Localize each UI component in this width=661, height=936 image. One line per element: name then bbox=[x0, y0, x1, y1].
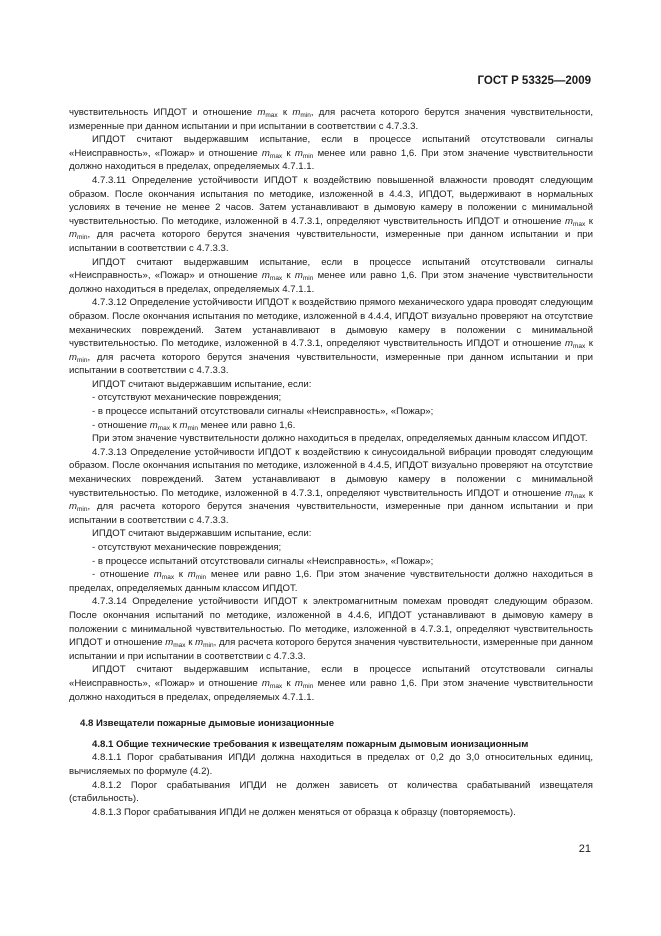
math-subscript: max bbox=[573, 492, 586, 500]
page-number: 21 bbox=[578, 843, 591, 855]
text-run: к bbox=[185, 637, 196, 649]
text-run: к bbox=[169, 419, 180, 431]
text-run: - отношение bbox=[92, 569, 154, 581]
text-run: 4.8.1 Общие технические требования к извещателям пожарным дымовым ионизационным bbox=[92, 738, 529, 750]
math-subscript: min bbox=[195, 574, 207, 582]
text-run: При этом значение чувствительности должно находиться в пределах, определяемых данным классом ИПДОТ. bbox=[92, 433, 588, 445]
text-run: менее или равно 1,6. При этом значение чувствительности должно находиться в пределах, определяемых данным классом ИПДОТ. bbox=[69, 569, 594, 594]
math-subscript: min bbox=[302, 152, 314, 160]
math-variable: m bbox=[261, 677, 270, 689]
text-run: ИПДОТ считают выдержавшим испытание, если в процессе испытаний отсутствовали сигналы «Неисправность», «Пожар» и отношение bbox=[69, 256, 593, 282]
paragraph bbox=[69, 405, 593, 419]
text-run: 4.8.1.1 Порог срабатывания ИПДИ должна находиться в пределах от 0,2 до 3,0 относительных единиц, вычисляемых по формуле (4.2). bbox=[69, 752, 593, 777]
text-run: к bbox=[282, 677, 295, 689]
math-subscript: min bbox=[77, 234, 88, 242]
paragraph bbox=[69, 568, 593, 595]
paragraph bbox=[69, 541, 593, 555]
paragraph bbox=[69, 174, 593, 256]
text-run: менее или равно 1,6. bbox=[198, 419, 296, 431]
math-variable: m bbox=[294, 147, 303, 159]
math-variable: m bbox=[261, 147, 270, 159]
math-subscript: min bbox=[77, 356, 88, 364]
math-subscript: max bbox=[173, 642, 186, 650]
document-body bbox=[69, 106, 593, 819]
text-run: менее или равно 1,6. При этом значение чувствительности должно находиться в пределах, определяемых 4.7.1.1. bbox=[69, 147, 593, 173]
paragraph bbox=[69, 663, 593, 704]
math-variable: m bbox=[565, 338, 573, 350]
math-subscript: max bbox=[157, 424, 170, 432]
paragraph bbox=[69, 806, 593, 820]
text-run: 4.7.3.13 Определение устойчивости ИПДОТ к воздействию к синусоидальной вибрации проводят следующим образом. После окончания испытания по методике, изложенной в 4.4.5, ИПДОТ визуально проверяют на отсутствие механических повреждений. Затем устанавливают в дымовую камеру в положении с минимальной чувствительностью. По методике, изложенной в 4.7.3.1, определяют чувствительность ИПДОТ и отношение bbox=[69, 446, 593, 499]
paragraph bbox=[69, 446, 593, 528]
math-subscript: max bbox=[265, 112, 278, 119]
text-run: к bbox=[282, 270, 295, 282]
text-run: к bbox=[585, 338, 593, 350]
paragraph bbox=[69, 555, 593, 569]
paragraph bbox=[69, 391, 593, 405]
math-variable: m bbox=[165, 637, 174, 649]
text-run: 4.8 Извещатели пожарные дымовые ионизационные bbox=[80, 718, 335, 730]
math-variable: m bbox=[292, 107, 301, 118]
math-variable: m bbox=[153, 569, 162, 581]
math-subscript: max bbox=[269, 275, 283, 283]
paragraph bbox=[69, 419, 593, 433]
paragraph bbox=[69, 779, 593, 806]
text-run: - отношение bbox=[92, 419, 150, 431]
math-subscript: max bbox=[573, 220, 586, 228]
text-run: 4.8.1.3 Порог срабатывания ИПДИ не должен меняться от образца к образцу (повторяемость). bbox=[92, 806, 516, 818]
math-variable: m bbox=[294, 270, 303, 282]
math-subscript: min bbox=[187, 424, 198, 432]
text-run: ИПДОТ считают выдержавшим испытание, если в процессе испытаний отсутствовали сигналы «Неисправность», «Пожар» и отношение bbox=[69, 134, 593, 159]
paragraph bbox=[69, 296, 593, 378]
text-run: , для расчета которого берутся значения чувствительности, измеренные при данном испытании и при испытании в соответствии с 4.7.3.3. bbox=[69, 107, 593, 132]
text-run: ИПДОТ считают выдержавшим испытание, если: bbox=[92, 528, 312, 540]
text-run: 4.7.3.11 Определение устойчивости ИПДОТ к воздействию повышенной влажности проводят следующим образом. После окончания испытания по методике, изложенной в 4.4.3, ИПДОТ, выдерживают в нормальных условиях в течение не менее 2 часов. Затем устанавливают в дымовую камеру в положении с минимальной чувствительностью. По методике, изложенной в 4.7.3.1, определяют чувствительность ИПДОТ и отношение bbox=[69, 174, 593, 227]
math-variable: m bbox=[565, 487, 573, 499]
math-subscript: min bbox=[302, 275, 314, 283]
section-heading bbox=[69, 717, 593, 731]
text-run: , для расчета которого берутся значения чувствительности, измеренные при данном испытании и при испытании в соответствии с 4.7.3.3. bbox=[69, 637, 593, 662]
paragraph bbox=[69, 527, 593, 541]
text-run: , для расчета которого берутся значения чувствительности, измеренные при данном испытании и при испытании в соответствии с 4.7.3.3. bbox=[69, 351, 593, 377]
text-run: к bbox=[174, 569, 188, 581]
paragraph bbox=[69, 432, 593, 446]
text-run: - в процессе испытаний отсутствовали сигналы «Неисправность», «Пожар»; bbox=[92, 555, 434, 567]
math-variable: m bbox=[195, 637, 204, 649]
math-variable: m bbox=[257, 107, 266, 118]
paragraph bbox=[69, 256, 593, 297]
math-subscript: max bbox=[269, 152, 283, 160]
paragraph bbox=[69, 751, 593, 778]
paragraph bbox=[69, 378, 593, 392]
math-variable: m bbox=[69, 351, 77, 363]
text-run: , для расчета которого берутся значения чувствительности, измеренные при данном испытании и при испытании в соответствии с 4.7.3.3. bbox=[69, 229, 593, 254]
math-variable: m bbox=[69, 501, 77, 513]
text-run: к bbox=[277, 107, 293, 118]
text-run: - отсутствуют механические повреждения; bbox=[92, 542, 282, 553]
math-variable: m bbox=[565, 215, 573, 227]
text-run: к bbox=[585, 487, 593, 499]
math-subscript: min bbox=[203, 642, 214, 650]
math-subscript: min bbox=[77, 506, 88, 514]
text-run: к bbox=[282, 147, 295, 159]
section-heading bbox=[69, 738, 593, 752]
text-run: к bbox=[585, 215, 593, 227]
math-subscript: max bbox=[573, 343, 586, 351]
math-variable: m bbox=[294, 677, 303, 689]
paragraph bbox=[69, 133, 593, 174]
text-run: 4.7.3.14 Определение устойчивости ИПДОТ к электромагнитным помехам проводят следующим образом. После окончания испытаний по методике, изложенной в 4.4.6, ИПДОТ устанавливают в дымовую камеру в положении с минимальной чувствительностью. По методике, изложенной в 4.7.3.1, определяют чувствительность ИПДОТ и отношение bbox=[69, 596, 593, 649]
standard-header: ГОСТ Р 53325—2009 bbox=[477, 75, 591, 87]
text-run: , для расчета которого берутся значения чувствительности, измеренные при данном испытании и при испытании в соответствии с 4.7.3.3. bbox=[69, 501, 593, 526]
text-run: 4.8.1.2 Порог срабатывания ИПДИ не должен зависеть от количества срабатываний извещателя (стабильность). bbox=[69, 779, 593, 805]
paragraph bbox=[69, 595, 593, 663]
text-run: - в процессе испытаний отсутствовали сигналы «Неисправность», «Пожар»; bbox=[92, 406, 434, 418]
math-subscript: max bbox=[269, 682, 283, 690]
math-subscript: min bbox=[300, 112, 311, 119]
math-variable: m bbox=[69, 229, 77, 241]
text-run: чувствительность ИПДОТ и отношение bbox=[69, 107, 258, 118]
math-subscript: max bbox=[161, 574, 175, 582]
math-variable: m bbox=[187, 569, 196, 581]
math-variable: m bbox=[261, 270, 270, 282]
text-run: ИПДОТ считают выдержавшим испытание, если: bbox=[92, 378, 312, 390]
text-run: менее или равно 1,6. При этом значение чувствительности должно находиться в пределах, определяемых 4.7.1.1. bbox=[69, 677, 593, 703]
text-run: - отсутствуют механические повреждения; bbox=[92, 392, 282, 404]
text-run: менее или равно 1,6. При этом значение чувствительности должно находиться в пределах, определяемых 4.7.1.1. bbox=[69, 270, 593, 295]
text-run: ИПДОТ считают выдержавшим испытание, если в процессе испытаний отсутствовали сигналы «Неисправность», «Пожар» и отношение bbox=[69, 664, 593, 689]
math-variable: m bbox=[149, 419, 158, 431]
math-subscript: min bbox=[302, 682, 314, 690]
math-variable: m bbox=[179, 419, 188, 431]
text-run: 4.7.3.12 Определение устойчивости ИПДОТ к воздействию прямого механического удара проводят следующим образом. После окончания испытания по методике, изложенной в 4.4.4, ИПДОТ визуально проверяют на отсутствие механических повреждений. Затем устанавливают в дымовую камеру в положении с минимальной чувствительностью. По методике, изложенной в 4.7.3.1, определяют чувствительность ИПДОТ и отношение bbox=[69, 297, 593, 350]
paragraph bbox=[69, 106, 593, 133]
